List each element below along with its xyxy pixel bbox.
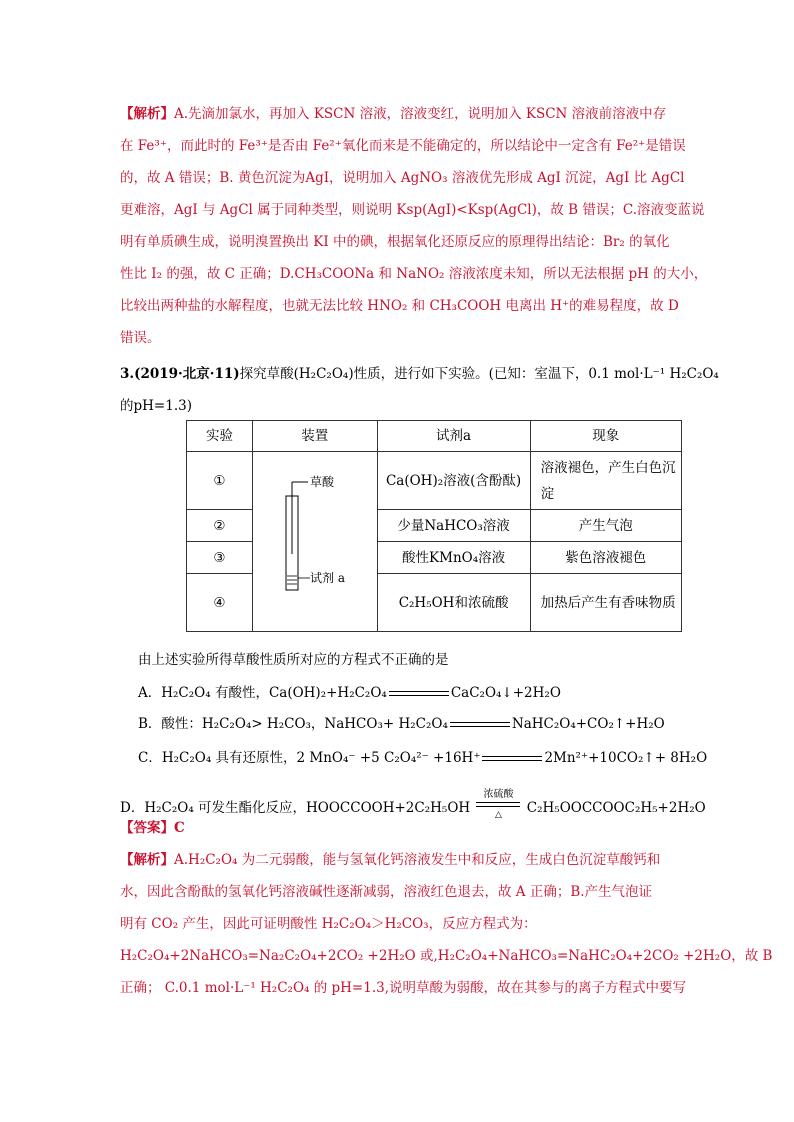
analysis-line: 明有 CO₂ 产生，因此可证明酸性 H₂C₂O₄＞H₂CO₃，反应方程式为： <box>120 916 537 932</box>
analysis-tag: 【解析】 <box>120 106 174 122</box>
equals-arrow-icon <box>450 720 510 730</box>
apparatus-label-reagent: 试剂 a <box>309 571 345 585</box>
option-c <box>138 746 707 766</box>
table-header: 现象 <box>530 421 681 452</box>
reagent-cell: C₂H₅OH和浓硫酸 <box>377 574 530 632</box>
analysis-block-2 <box>120 844 773 1004</box>
option-d-right: C₂H₅OOCCOOC₂H₅+2H₂O <box>526 800 706 816</box>
experiment-id: ④ <box>187 574 253 632</box>
experiment-id: ① <box>187 452 253 510</box>
analysis-line: 明有单质碘生成，说明溴置换出 KI 中的碘，根据氧化还原反应的原理得出结论：Br₂ 的氧化 <box>120 234 670 250</box>
equals-arrow-icon <box>482 754 542 764</box>
heat-symbol: △ <box>495 809 502 820</box>
stem-line: 探究草酸(H₂C₂O₄)性质，进行如下实验。(已知：室温下，0.1 mol·L⁻¹ H₂C₂O₄ <box>239 366 719 382</box>
table-row <box>187 452 682 510</box>
test-tube-diagram <box>260 462 370 612</box>
analysis-line: 性比 I₂ 的强，故 C 正确；D.CH₃COONa 和 NaNO₂ 溶液浓度未知，所以无法根据 pH 的大小， <box>120 266 708 282</box>
option-b-left: B．酸性：H₂C₂O₄> H₂CO₃，NaHCO₃+ H₂C₂O₄ <box>138 716 448 732</box>
reagent-cell: 少量NaHCO₃溶液 <box>377 510 530 542</box>
option-a-left: A．H₂C₂O₄ 有酸性，Ca(OH)₂+H₂C₂O₄ <box>138 685 387 701</box>
question-number: 3.(2019·北京·11) <box>120 366 240 382</box>
phenomenon-cell: 加热后产生有香味物质 <box>530 574 681 632</box>
question-stem <box>120 358 719 422</box>
analysis-line: 更难溶，AgI 与 AgCl 属于同种类型，则说明 Ksp(AgI)<Ksp(AgCl)，故 B 错误；C.溶液变蓝说 <box>120 202 705 218</box>
option-b-right: NaHC₂O₄+CO₂↑+H₂O <box>511 716 665 732</box>
option-c-left: C．H₂C₂O₄ 具有还原性，2 MnO₄⁻ +5 C₂O₄²⁻ +16H⁺ <box>138 750 481 766</box>
analysis-line: 水，因此含酚酞的氢氧化钙溶液碱性逐渐减弱，溶液红色退去，故 A 正确；B.产生气泡证 <box>120 884 653 900</box>
analysis-block-1 <box>120 98 708 354</box>
phenomenon-cell: 紫色溶液褪色 <box>530 542 681 574</box>
experiment-id: ③ <box>187 542 253 574</box>
analysis-line: 在 Fe³⁺，而此时的 Fe³⁺是否由 Fe²⁺氧化而来是不能确定的，所以结论中一定含有 Fe²⁺是错误 <box>120 138 686 154</box>
reagent-cell: Ca(OH)₂溶液(含酚酞) <box>377 452 530 510</box>
analysis-line: A.先滴加氯水，再加入 KSCN 溶液，溶液变红，说明加入 KSCN 溶液前溶液中存 <box>174 106 667 122</box>
phenomenon-cell: 溶液褪色，产生白色沉淀 <box>530 452 681 510</box>
apparatus-cell <box>252 452 377 632</box>
phenomenon-cell: 产生气泡 <box>530 510 681 542</box>
option-c-right: 2Mn²⁺+10CO₂↑+ 8H₂O <box>544 750 708 766</box>
option-b <box>138 712 665 732</box>
answer-value: C <box>174 820 185 836</box>
analysis-line: 错误。 <box>120 330 161 346</box>
apparatus-label-oxalic: 草酸 <box>309 475 334 489</box>
experiment-table <box>186 420 682 632</box>
option-a <box>138 681 561 701</box>
answer-tag: 【答案】 <box>120 820 174 836</box>
option-a-right: CaC₂O₄↓+2H₂O <box>450 685 561 701</box>
stem-line: 的pH=1.3) <box>120 398 192 414</box>
analysis-line: A.H₂C₂O₄ 为二元弱酸，能与氢氧化钙溶液发生中和反应，生成白色沉淀草酸钙和 <box>174 852 661 868</box>
experiment-id: ② <box>187 510 253 542</box>
question-prompt: 由上述实验所得草酸性质所对应的方程式不正确的是 <box>138 652 449 668</box>
analysis-line: 的，故 A 错误；B. 黄色沉淀为AgI，说明加入 AgNO₃ 溶液优先形成 AgI 沉淀，AgI 比 AgCl <box>120 170 685 186</box>
table-header: 装置 <box>252 421 377 452</box>
analysis-line: 正确； C.0.1 mol·L⁻¹ H₂C₂O₄ 的 pH=1.3,说明草酸为弱酸，故在其参与的离子方程式中要写 <box>120 980 686 996</box>
condition-catalyst: 浓硫酸 <box>483 788 514 800</box>
reagent-cell: 酸性KMnO₄溶液 <box>377 542 530 574</box>
answer-line <box>120 809 680 844</box>
table-header: 试剂a <box>377 421 530 452</box>
table-header: 实验 <box>187 421 253 452</box>
analysis-line: 比较出两种盐的水解程度，也就无法比较 HNO₂ 和 CH₃COOH 电离出 H⁺的难易程度，故 D <box>120 298 679 314</box>
option-d-left: D．H₂C₂O₄ 可发生酯化反应，HOOCCOOH+2C₂H₅OH <box>120 800 471 816</box>
analysis-tag: 【解析】 <box>120 852 174 868</box>
equals-arrow-icon <box>389 689 449 699</box>
analysis-line: H₂C₂O₄+2NaHCO₃=Na₂C₂O₄+2CO₂ +2H₂O 或,H₂C₂O₄+NaHCO₃=NaHC₂O₄+2CO₂ +2H₂O，故 B <box>120 948 773 964</box>
